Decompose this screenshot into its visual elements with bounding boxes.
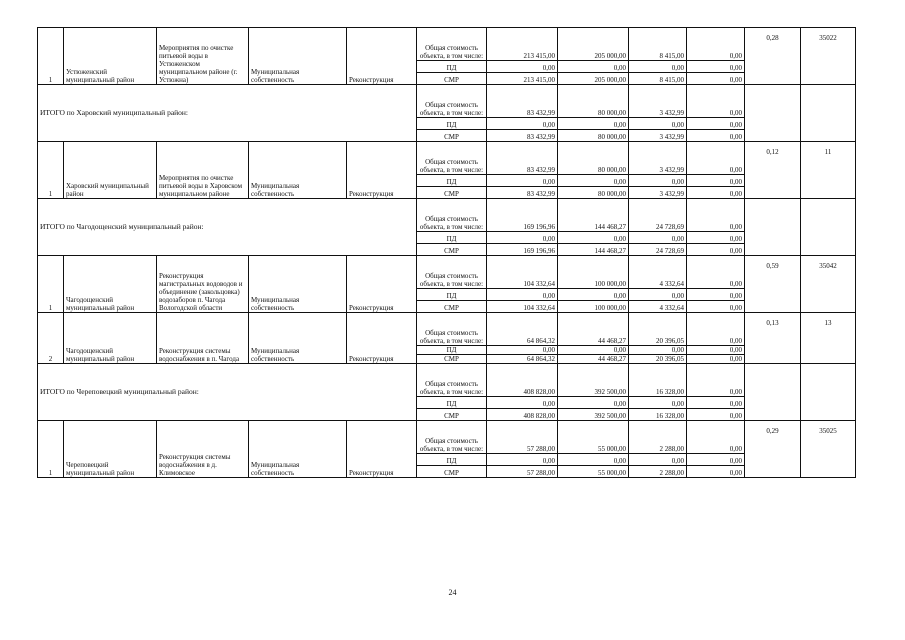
amount-cell: 4 332,64: [629, 301, 687, 313]
amount-cell: 0,00: [687, 73, 745, 85]
work-type-cell: Реконструкция: [347, 421, 417, 478]
amount-cell: 0,00: [687, 313, 745, 346]
amount-cell: 80 000,00: [558, 187, 629, 199]
cost-label: Общая стоимость объекта, в том числе:: [417, 313, 487, 346]
measure-cell: Реконструкция системы водоснабжения в п. Чагода: [157, 313, 249, 364]
amount-cell: 0,00: [687, 421, 745, 454]
investment-table: [37, 27, 856, 478]
cost-label: ПД: [417, 175, 487, 187]
cost-label: Общая стоимость объекта, в том числе:: [417, 256, 487, 289]
amount-cell: 0,00: [687, 232, 745, 244]
amount-cell: 44 468,27: [558, 313, 629, 346]
code-cell: [801, 85, 856, 142]
amount-cell: 20 396,05: [629, 313, 687, 346]
ownership-cell: Муниципальная собственность: [249, 421, 347, 478]
code-cell: 13: [801, 313, 856, 364]
total-title: ИТОГО по Чагодощенский муниципальный район:: [38, 199, 417, 256]
amount-cell: 169 196,96: [487, 199, 558, 232]
table-row: [38, 421, 856, 454]
amount-cell: 3 432,99: [629, 130, 687, 142]
ownership-cell: Муниципальная собственность: [249, 313, 347, 364]
cost-label: Общая стоимость объекта, в том числе:: [417, 364, 487, 397]
amount-cell: 0,00: [629, 289, 687, 301]
row-number: 2: [38, 313, 64, 364]
cost-label: СМР: [417, 187, 487, 199]
page-number: 24: [448, 588, 457, 597]
amount-cell: 0,00: [487, 61, 558, 73]
amount-cell: 144 468,27: [558, 199, 629, 232]
amount-cell: 0,00: [558, 289, 629, 301]
amount-cell: 83 432,99: [487, 85, 558, 118]
coefficient-cell: [745, 85, 801, 142]
table-row: [38, 256, 856, 289]
amount-cell: 2 288,00: [629, 421, 687, 454]
measure-cell: Реконструкция системы водоснабжения в д. Климовское: [157, 421, 249, 478]
cost-label: СМР: [417, 130, 487, 142]
amount-cell: 144 468,27: [558, 244, 629, 256]
cost-label: ПД: [417, 61, 487, 73]
amount-cell: 0,00: [687, 130, 745, 142]
district-cell: Череповецкий муниципальный район: [64, 421, 157, 478]
amount-cell: 0,00: [687, 244, 745, 256]
row-number: 1: [38, 142, 64, 199]
total-title: ИТОГО по Харовский муниципальный район:: [38, 85, 417, 142]
amount-cell: 0,00: [629, 118, 687, 130]
amount-cell: 64 864,32: [487, 355, 558, 364]
cost-label: Общая стоимость объекта, в том числе:: [417, 199, 487, 232]
cost-label: Общая стоимость объекта, в том числе:: [417, 28, 487, 61]
total-row: [38, 85, 856, 118]
cost-label: Общая стоимость объекта, в том числе:: [417, 421, 487, 454]
amount-cell: 0,00: [687, 466, 745, 478]
table-row: [38, 28, 856, 61]
amount-cell: 0,00: [687, 199, 745, 232]
amount-cell: 0,00: [687, 61, 745, 73]
amount-cell: 0,00: [687, 118, 745, 130]
amount-cell: 0,00: [558, 118, 629, 130]
document-sheet: [37, 27, 855, 478]
amount-cell: 0,00: [487, 232, 558, 244]
cost-label: ПД: [417, 346, 487, 355]
amount-cell: 0,00: [629, 454, 687, 466]
amount-cell: 57 288,00: [487, 421, 558, 454]
cost-label: ПД: [417, 232, 487, 244]
amount-cell: 8 415,00: [629, 73, 687, 85]
amount-cell: 0,00: [629, 175, 687, 187]
amount-cell: 80 000,00: [558, 85, 629, 118]
amount-cell: 408 828,00: [487, 364, 558, 397]
amount-cell: 0,00: [558, 454, 629, 466]
total-title: ИТОГО по Череповецкий муниципальный район:: [38, 364, 417, 421]
amount-cell: 0,00: [629, 232, 687, 244]
amount-cell: 2 288,00: [629, 466, 687, 478]
amount-cell: 392 500,00: [558, 409, 629, 421]
cost-label: ПД: [417, 289, 487, 301]
ownership-cell: Муниципальная собственность: [249, 256, 347, 313]
cost-label: ПД: [417, 454, 487, 466]
amount-cell: 104 332,64: [487, 256, 558, 289]
district-cell: Устюженский муниципальный район: [64, 28, 157, 85]
cost-label: СМР: [417, 355, 487, 364]
coefficient-cell: 0,13: [745, 313, 801, 364]
amount-cell: 8 415,00: [629, 28, 687, 61]
coefficient-cell: 0,28: [745, 28, 801, 85]
amount-cell: 0,00: [487, 397, 558, 409]
work-type-cell: Реконструкция: [347, 28, 417, 85]
amount-cell: 0,00: [487, 289, 558, 301]
amount-cell: 0,00: [687, 142, 745, 175]
amount-cell: 0,00: [558, 346, 629, 355]
amount-cell: 0,00: [629, 346, 687, 355]
amount-cell: 55 000,00: [558, 466, 629, 478]
cost-label: Общая стоимость объекта, в том числе:: [417, 142, 487, 175]
amount-cell: 0,00: [687, 409, 745, 421]
cost-label: СМР: [417, 73, 487, 85]
district-cell: Чагодощенский муниципальный район: [64, 256, 157, 313]
amount-cell: 80 000,00: [558, 142, 629, 175]
amount-cell: 20 396,05: [629, 355, 687, 364]
amount-cell: 0,00: [687, 28, 745, 61]
amount-cell: 0,00: [687, 256, 745, 289]
ownership-cell: Муниципальная собственность: [249, 28, 347, 85]
ownership-cell: Муниципальная собственность: [249, 142, 347, 199]
amount-cell: 0,00: [558, 232, 629, 244]
amount-cell: 3 432,99: [629, 85, 687, 118]
district-cell: Чагодощенский муниципальный район: [64, 313, 157, 364]
cost-label: СМР: [417, 409, 487, 421]
amount-cell: 0,00: [487, 175, 558, 187]
coefficient-cell: 0,12: [745, 142, 801, 199]
measure-cell: Реконструкция магистральных водоводов и объединение (закольцовка) водозаборов п. Чагода Вологодской области: [157, 256, 249, 313]
amount-cell: 169 196,96: [487, 244, 558, 256]
amount-cell: 3 432,99: [629, 142, 687, 175]
amount-cell: 213 415,00: [487, 73, 558, 85]
cost-label: ПД: [417, 397, 487, 409]
amount-cell: 16 328,00: [629, 409, 687, 421]
work-type-cell: Реконструкция: [347, 313, 417, 364]
cost-label: СМР: [417, 466, 487, 478]
cost-label: СМР: [417, 244, 487, 256]
coefficient-cell: 0,29: [745, 421, 801, 478]
amount-cell: 0,00: [687, 187, 745, 199]
amount-cell: 0,00: [687, 364, 745, 397]
amount-cell: 0,00: [687, 355, 745, 364]
table-row: [38, 313, 856, 346]
measure-cell: Мероприятия по очистке питьевой воды в Харовском муниципальном районе: [157, 142, 249, 199]
code-cell: 35025: [801, 421, 856, 478]
work-type-cell: Реконструкция: [347, 142, 417, 199]
amount-cell: 57 288,00: [487, 466, 558, 478]
measure-cell: Мероприятия по очистке питьевой воды в Устюженском муниципальном районе (г. Устюжна): [157, 28, 249, 85]
amount-cell: 205 000,00: [558, 28, 629, 61]
amount-cell: 0,00: [558, 175, 629, 187]
amount-cell: 205 000,00: [558, 73, 629, 85]
code-cell: 35042: [801, 256, 856, 313]
amount-cell: 0,00: [687, 397, 745, 409]
amount-cell: 0,00: [558, 61, 629, 73]
coefficient-cell: [745, 364, 801, 421]
amount-cell: 100 000,00: [558, 301, 629, 313]
amount-cell: 0,00: [629, 397, 687, 409]
amount-cell: 83 432,99: [487, 130, 558, 142]
amount-cell: 80 000,00: [558, 130, 629, 142]
code-cell: [801, 199, 856, 256]
total-row: [38, 199, 856, 232]
code-cell: 35022: [801, 28, 856, 85]
coefficient-cell: [745, 199, 801, 256]
amount-cell: 104 332,64: [487, 301, 558, 313]
amount-cell: 0,00: [687, 85, 745, 118]
cost-label: СМР: [417, 301, 487, 313]
total-row: [38, 364, 856, 397]
amount-cell: 24 728,69: [629, 244, 687, 256]
amount-cell: 83 432,99: [487, 142, 558, 175]
district-cell: Харовский муниципальный район: [64, 142, 157, 199]
amount-cell: 0,00: [687, 346, 745, 355]
amount-cell: 0,00: [687, 454, 745, 466]
code-cell: 11: [801, 142, 856, 199]
amount-cell: 3 432,99: [629, 187, 687, 199]
amount-cell: 408 828,00: [487, 409, 558, 421]
table-body: [38, 28, 856, 478]
amount-cell: 0,00: [687, 289, 745, 301]
row-number: 1: [38, 28, 64, 85]
amount-cell: 24 728,69: [629, 199, 687, 232]
amount-cell: 0,00: [687, 301, 745, 313]
amount-cell: 44 468,27: [558, 355, 629, 364]
amount-cell: 0,00: [558, 397, 629, 409]
amount-cell: 55 000,00: [558, 421, 629, 454]
amount-cell: 0,00: [487, 118, 558, 130]
cost-label: ПД: [417, 118, 487, 130]
amount-cell: 392 500,00: [558, 364, 629, 397]
amount-cell: 0,00: [629, 61, 687, 73]
code-cell: [801, 364, 856, 421]
cost-label: Общая стоимость объекта, в том числе:: [417, 85, 487, 118]
amount-cell: 213 415,00: [487, 28, 558, 61]
row-number: 1: [38, 421, 64, 478]
table-row: [38, 142, 856, 175]
amount-cell: 0,00: [687, 175, 745, 187]
row-number: 1: [38, 256, 64, 313]
coefficient-cell: 0,59: [745, 256, 801, 313]
amount-cell: 100 000,00: [558, 256, 629, 289]
amount-cell: 64 864,32: [487, 313, 558, 346]
amount-cell: 0,00: [487, 346, 558, 355]
amount-cell: 83 432,99: [487, 187, 558, 199]
amount-cell: 0,00: [487, 454, 558, 466]
amount-cell: 16 328,00: [629, 364, 687, 397]
work-type-cell: Реконструкция: [347, 256, 417, 313]
amount-cell: 4 332,64: [629, 256, 687, 289]
